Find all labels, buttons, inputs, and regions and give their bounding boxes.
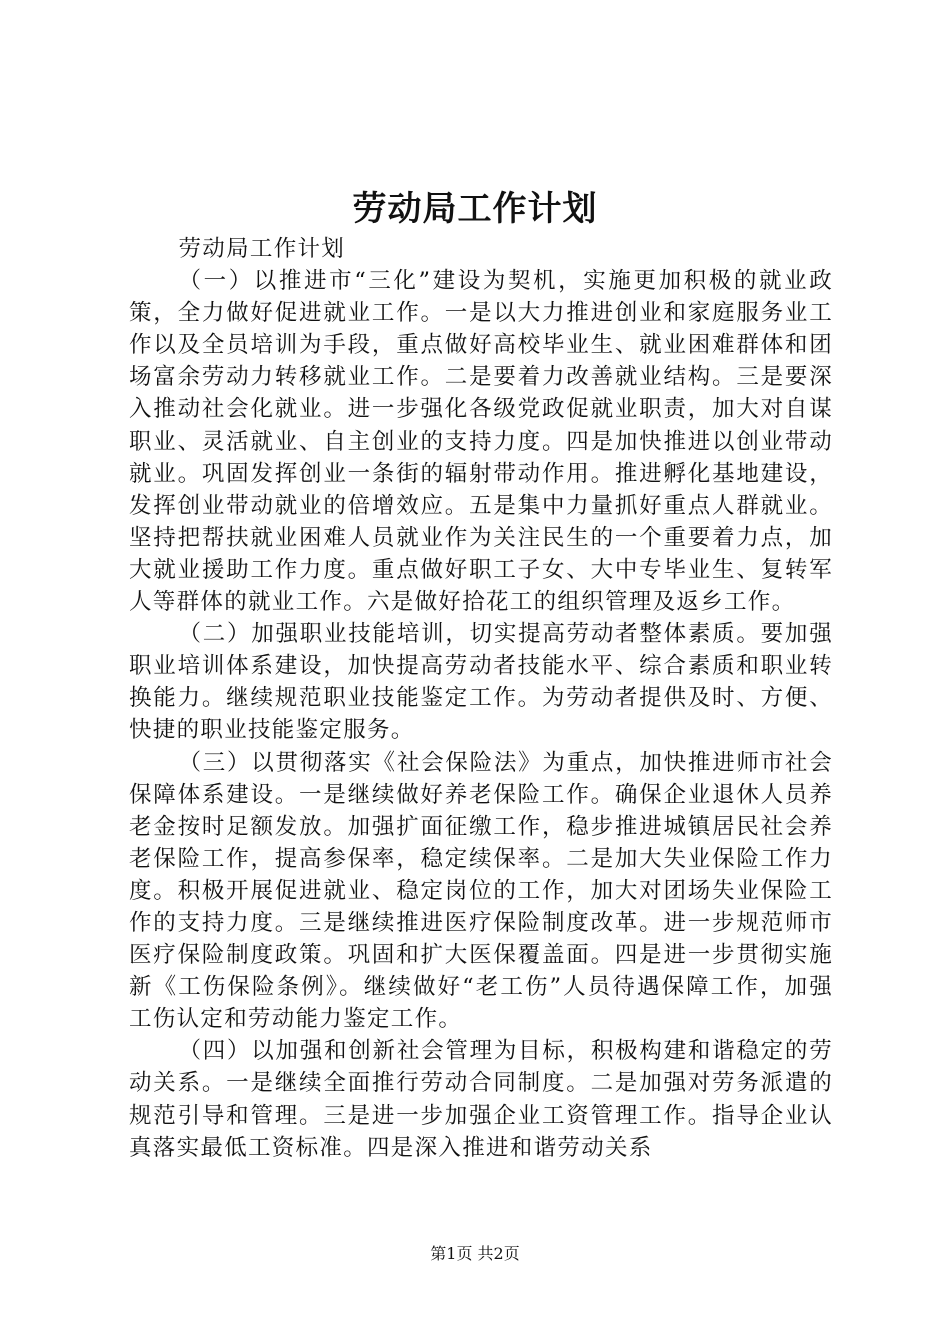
page-footer: 第1页 共2页	[430, 1244, 520, 1263]
document-body	[129, 233, 833, 1164]
paragraph-2: （二）加强职业技能培训，切实提高劳动者整体素质。要加强职业培训体系建设，加快提高劳动者技能水平、综合素质和职业转换能力。继续规范职业技能鉴定工作。为劳动者提供及时、方便、快捷的职业技能鉴定服务。	[129, 621, 833, 744]
paragraph-3: （三）以贯彻落实《社会保险法》为重点，加快推进师市社会保障体系建设。一是继续做好养老保险工作。确保企业退休人员养老金按时足额发放。加强扩面征缴工作，稳步推进城镇居民社会养老保险工作，提高参保率，稳定续保率。二是加大失业保险工作力度。积极开展促进就业、稳定岗位的工作，加大对团场失业保险工作的支持力度。三是继续推进医疗保险制度改革。进一步规范师市医疗保险制度政策。巩固和扩大医保覆盖面。四是进一步贯彻实施新《工伤保险条例》。继续做好“老工伤”人员待遇保障工作，加强工伤认定和劳动能力鉴定工作。	[129, 749, 833, 1033]
document-title: 劳动局工作计划	[352, 189, 598, 229]
paragraph-1: （一）以推进市“三化”建设为契机，实施更加积极的就业政策，全力做好促进就业工作。一是以大力推进创业和家庭服务业工作以及全员培训为手段，重点做好高校毕业生、就业困难群体和团场富余劳动力转移就业工作。二是要着力改善就业结构。三是要深入推动社会化就业。进一步强化各级党政促就业职责，加大对自谋职业、灵活就业、自主创业的支持力度。四是加快推进以创业带动就业。巩固发挥创业一条街的辐射带动作用。推进孵化基地建设，发挥创业带动就业的倍增效应。五是集中力量抓好重点人群就业。坚持把帮扶就业困难人员就业作为关注民生的一个重要着力点，加大就业援助工作力度。重点做好职工子女、大中专毕业生、复转军人等群体的就业工作。六是做好拾花工的组织管理及返乡工作。	[129, 268, 833, 616]
paragraph-4: （四）以加强和创新社会管理为目标，积极构建和谐稳定的劳动关系。一是继续全面推行劳动合同制度。二是加强对劳务派遣的规范引导和管理。三是进一步加强企业工资管理工作。指导企业认真落实最低工资标准。四是深入推进和谐劳动关系	[129, 1038, 833, 1161]
document-subtitle: 劳动局工作计划	[178, 236, 346, 262]
